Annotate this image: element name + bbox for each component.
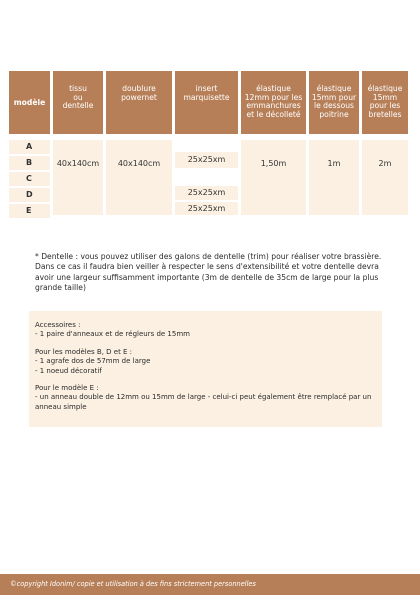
tissu-cell bbox=[53, 140, 103, 215]
header-elastique-bretelles bbox=[362, 71, 408, 134]
model-row-label: A bbox=[9, 140, 50, 154]
tissu-value: 40x140cm bbox=[56, 159, 100, 168]
accessoires-line: - 1 paire d'anneaux et de régleurs de 15mm bbox=[35, 330, 190, 339]
accessoires-title: Accessoires : bbox=[35, 321, 81, 329]
accessoires-line: - un anneau double de 12mm ou 15mm de large - celui-ci peut également être remplacé par un anneau simple bbox=[35, 393, 372, 411]
header-tissu bbox=[53, 71, 103, 134]
header-label: doublure powernet bbox=[121, 84, 157, 102]
header-label: modèle bbox=[13, 98, 46, 107]
doublure-cell bbox=[106, 140, 172, 215]
header-label: insert marquisette bbox=[183, 84, 230, 102]
header-insert bbox=[175, 71, 238, 134]
accessoires-line: - 1 noeud décoratif bbox=[35, 366, 102, 375]
elastique-dessous-cell bbox=[309, 140, 359, 215]
elastique-12mm-value: 1,50m bbox=[260, 159, 287, 168]
elastique-dessous-value: 1m bbox=[327, 159, 341, 168]
insert-cell-e bbox=[175, 202, 238, 215]
insert-value: 25x25xm bbox=[187, 188, 226, 197]
model-e-title: Pour le modèle E : bbox=[35, 383, 99, 392]
insert-value: 25x25xm bbox=[187, 155, 226, 164]
dentelle-note: * Dentelle : vous pouvez utiliser des galons de dentelle (trim) pour réaliser votre brassière. Dans ce cas il faudra bien veiller à respecter le sens d'extensibilité et votre dentelle devra avoir une largeur suffisamment importante (3m de dentelle de 35cm de large pour la plus grande taille) bbox=[35, 252, 382, 293]
model-row-label: D bbox=[9, 188, 50, 202]
doublure-value: 40x140cm bbox=[117, 159, 161, 168]
elastique-bretelles-value: 2m bbox=[378, 159, 392, 168]
header-label: élastique 12mm pour les emmanchures et le décolleté bbox=[244, 84, 303, 119]
model-row-label: E bbox=[9, 204, 50, 218]
accessoires-box bbox=[29, 311, 382, 427]
elastique-bretelles-cell bbox=[362, 140, 408, 215]
accessoires-line: - 1 agrafe dos de 57mm de large bbox=[35, 357, 151, 366]
header-doublure bbox=[106, 71, 172, 134]
elastique-12mm-cell bbox=[241, 140, 306, 215]
model-row-label: C bbox=[9, 172, 50, 186]
insert-cell-d bbox=[175, 186, 238, 200]
header-label: élastique 15mm pour le dessous poitrine bbox=[311, 84, 357, 119]
models-bde-title: Pour les modèles B, D et E : bbox=[35, 347, 133, 356]
header-label: tissu ou dentelle bbox=[62, 84, 94, 110]
model-row-label: B bbox=[9, 156, 50, 170]
copyright-footer: ©copyright Idonim/ copie et utilisation à des fins strictement personnelles bbox=[0, 574, 420, 595]
header-elastique-12mm bbox=[241, 71, 306, 134]
insert-value: 25x25xm bbox=[187, 204, 226, 213]
header-elastique-dessous bbox=[309, 71, 359, 134]
header-label: élastique 15mm pour les bretelles bbox=[367, 84, 403, 119]
insert-cell-bc bbox=[175, 152, 238, 168]
header-modele bbox=[9, 71, 50, 134]
